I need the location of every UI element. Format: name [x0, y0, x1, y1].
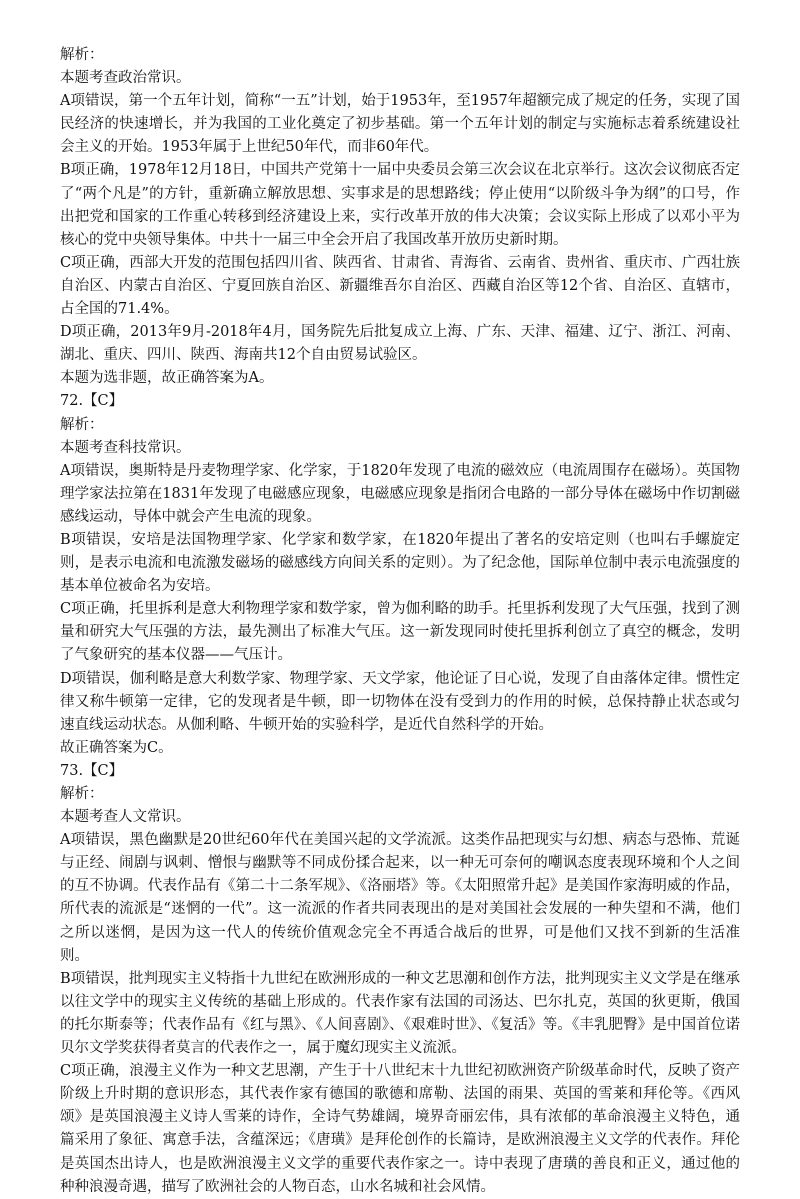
option-a-paragraph: A项错误，第一个五年计划，简称“一五”计划，始于1953年，至1957年超额完成了规定的任务，实现了国民经济的快速增长，并为我国的工业化奠定了初步基础。第一个五年计划的制定与实施标志着系统建设社会主义的开始。1953年属于上世纪50年代，而非60年代。: [60, 93, 740, 156]
option-c-paragraph: C项正确，浪漫主义作为一种文艺思潮，产生于十八世纪末十九世纪初欧洲资产阶级革命时代，反映了资产阶级上升时期的意识形态，其代表作家有德国的歌德和席勒、法国的雨果、英国的雪莱和拜伦等。《西风颂》是英国浪漫主义诗人雪莱的诗作，全诗气势雄阔，境界奇丽宏伟，具有浓郁的革命浪漫主义特色，通篇采用了象征、寓意手法，含蕴深远；《唐璜》是拜伦创作的长篇诗，是欧洲浪漫主义文学的代表作。拜伦是英国杰出诗人，也是欧洲浪漫主义文学的重要代表作家之一。诗中表现了唐璜的善良和正义，通过他的种种浪漫奇遇，描写了欧洲社会的人物百态，山水名城和社会风情。: [60, 1063, 740, 1195]
option-b-paragraph: B项错误，批判现实主义特指十九世纪在欧洲形成的一种文艺思潮和创作方法，批判现实主义文学是在继承以往文学中的现实主义传统的基础上形成的。代表作家有法国的司汤达、巴尔扎克，英国的狄更斯，俄国的托尔斯泰等；代表作品有《红与黑》、《人间喜剧》、《艰难时世》、《复活》等。《丰乳肥臀》是中国首位诺贝尔文学奖获得者莫言的代表作之一，属于魔幻现实主义流派。: [60, 970, 740, 1057]
analysis-heading: 解析：: [60, 786, 104, 802]
topic-line: 本题考查政治常识。: [60, 70, 191, 87]
option-b-paragraph: B项错误，安培是法国物理学家、化学家和数学家，在1820年提出了著名的安培定则（也叫右手螺旋定则，是表示电流和电流激发磁场的磁感线方向间关系的定则）。为了纪念他，国际单位制中表示电流强度的基本单位被命名为安培。: [60, 531, 740, 595]
answer-line: 本题为选非题，故正确答案为A。: [60, 370, 274, 387]
option-c-paragraph: C项正确，西部大开发的范围包括四川省、陕西省、甘肃省、青海省、云南省、贵州省、重庆市、广西壮族自治区、内蒙古自治区、宁夏回族自治区、新疆维吾尔自治区、西藏自治区等12个省、自治区、直辖市，占全国的71.4%。: [60, 254, 740, 318]
analysis-heading: 解析：: [60, 47, 104, 63]
document-page: [60, 44, 740, 1199]
topic-line: 本题考查人文常识。: [60, 809, 191, 826]
option-c-paragraph: C项正确，托里拆利是意大利物理学家和数学家，曾为伽利略的助手。托里拆利发现了大气压强，找到了测量和研究大气压强的方法，最先测出了标准大气压。这一新发现同时使托里拆利创立了真空的概念，发明了气象研究的基本仪器——气压计。: [60, 601, 740, 664]
analysis-heading: 解析：: [60, 416, 104, 433]
option-d-paragraph: D项正确，2013年9月-2018年4月，国务院先后批复成立上海、广东、天津、福建、辽宁、浙江、河南、湖北、重庆、四川、陕西、海南共12个自由贸易试验区。: [60, 324, 740, 364]
option-b-paragraph: B项正确，1978年12月18日，中国共产党第十一届中央委员会第三次会议在北京举行。这次会议彻底否定了“两个凡是”的方针，重新确立解放思想、实事求是的思想路线；停止使用“以阶级斗争为纲”的口号，作出把党和国家的工作重心转移到经济建设上来，实行改革开放的伟大决策；会议实际上形成了以邓小平为核心的党中央领导集体。中共十一届三中全会开启了我国改革开放历史新时期。: [60, 162, 740, 248]
option-a-paragraph: A项错误，奥斯特是丹麦物理学家、化学家，于1820年发现了电流的磁效应（电流周围存在磁场）。英国物理学家法拉第在1831年发现了电磁感应现象，电磁感应现象是指闭合电路的一部分导体在磁场中作切割磁感线运动，导体中就会产生电流的现象。: [60, 462, 740, 525]
topic-line: 本题考查科技常识。: [60, 439, 191, 456]
option-d-paragraph: D项错误，伽利略是意大利数学家、物理学家、天文学家，他论证了日心说，发现了自由落体定律。惯性定律又称牛顿第一定律，它的发现者是牛顿，即一切物体在没有受到力的作用的时候，总保持静止状态或匀速直线运动状态。从伽利略、牛顿开始的实验科学，是近代自然科学的开始。: [60, 670, 740, 733]
question-number: 72.【C】: [60, 393, 124, 410]
option-a-paragraph: A项错误，黑色幽默是20世纪60年代在美国兴起的文学流派。这类作品把现实与幻想、病态与恐怖、荒诞与正经、闹剧与讽刺、憎恨与幽默等不同成份揉合起来，以一种无可奈何的嘲讽态度表现环境和个人之间的互不协调。代表作品有《第二十二条军规》、《洛丽塔》等。《太阳照常升起》是美国作家海明威的作品，所代表的流派是“迷惘的一代”。这一流派的作者共同表现出的是对美国社会发展的一种失望和不满，他们之所以迷惘，是因为这一代人的传统价值观念完全不再适合战后的世界，可是他们又找不到新的生活准则。: [60, 832, 740, 964]
question-number: 73.【C】: [60, 762, 124, 779]
answer-line: 故正确答案为C。: [60, 739, 173, 756]
